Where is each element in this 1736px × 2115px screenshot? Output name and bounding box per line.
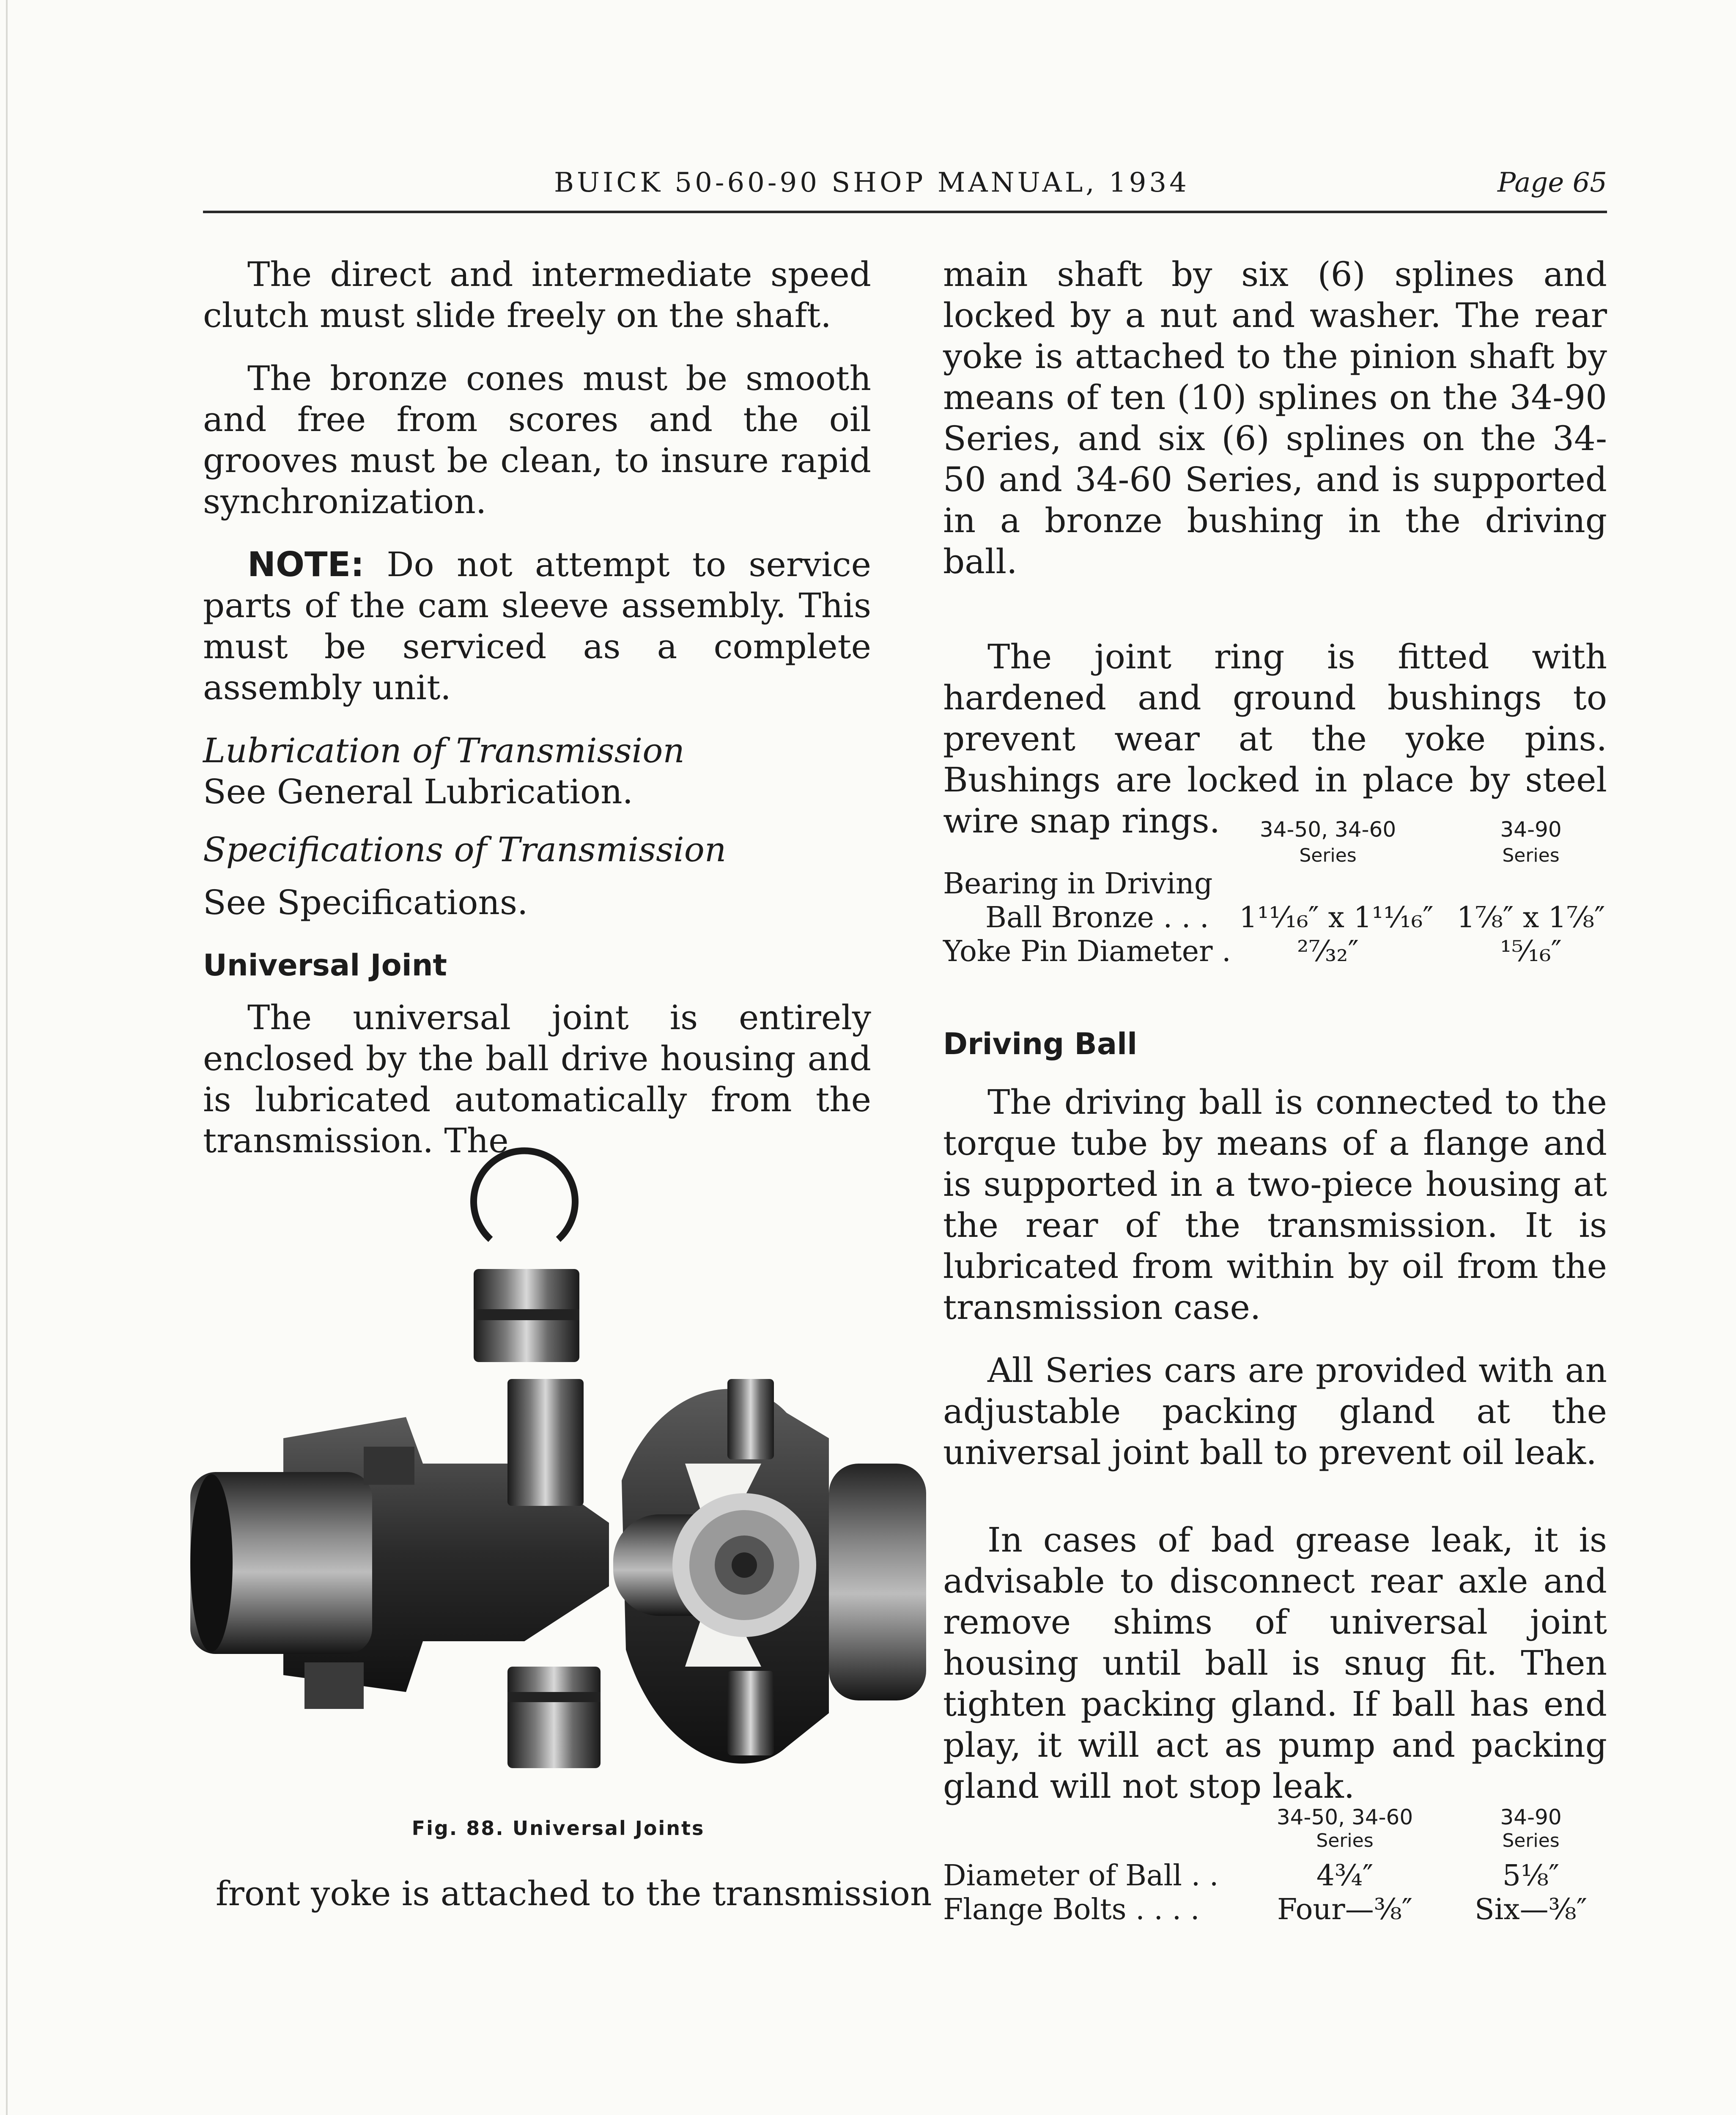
paragraph-packing-gland: All Series cars are provided with an adjustable packing gland at the universal joint ball to prevent oil leak. [943, 1351, 1607, 1472]
paragraph-clutch: The direct and intermediate speed clutch must slide freely on the shaft. [203, 255, 871, 335]
page-number: Page 65 [1497, 167, 1607, 198]
table1-col2-header: 34-90 Series [1500, 817, 1562, 866]
table2-col2-header: 34-90 Series [1500, 1805, 1562, 1851]
heading-universal-joint: Universal Joint [203, 948, 447, 983]
note-text: Do not attempt to service parts of the cam sleeve assembly. This must be serviced as a complete assembly unit. [203, 545, 871, 707]
table1-row-ball-bronze-label: Ball Bronze . . . [985, 901, 1209, 934]
page-edge [6, 0, 8, 2115]
note-label: NOTE: [247, 545, 365, 584]
heading-driving-ball: Driving Ball [943, 1027, 1138, 1061]
table2-flange-bolts-label: Flange Bolts . . . . [943, 1893, 1200, 1926]
left-column [203, 254, 871, 1161]
table2-flange-bolts-value-2: Six—⅜″ [1475, 1893, 1587, 1926]
note-paragraph [203, 544, 871, 708]
paragraph-main-shaft: main shaft by six (6) splines and locked by a nut and washer. The rear yoke is attached to the pinion shaft by means of ten (10) splines on the 34-90 Series, and six (6) splines on the 34-50 and 34-60 Series, and is supported in a bronze bushing in the driving ball. [943, 255, 1607, 581]
table1-yoke-pin-value-2: ¹⁵⁄₁₆″ [1500, 935, 1562, 968]
table2-diameter-label: Diameter of Ball . . [943, 1859, 1219, 1893]
table2-diameter-value-2: 5⅛″ [1502, 1859, 1560, 1893]
paragraph-grease-leak: In cases of bad grease leak, it is advisable to disconnect rear axle and remove shims of universal joint housing until ball is snug fit. Then tighten packing gland. If ball has end play, it will act as pump and packing gland will not stop leak. [943, 1520, 1607, 1806]
heading-specifications: Specifications of Transmission [203, 830, 727, 869]
table1-row-bearing-label: Bearing in Driving [943, 867, 1213, 901]
paragraph-joint-ring: The joint ring is fitted with hardened and ground bushings to prevent wear at the yoke pins. Bushings are locked in place by steel wire snap rings. [943, 637, 1607, 841]
see-lubrication: See General Lubrication. [203, 772, 634, 811]
table2-flange-bolts-value-1: Four—⅜″ [1277, 1893, 1412, 1926]
table2-col1-header: 34-50, 34-60 Series [1276, 1805, 1413, 1851]
paragraph-universal-joint: The universal joint is entirely enclosed by the ball drive housing and is lubricated automatically from the transmission. The [203, 998, 871, 1160]
running-title: BUICK 50-60-90 SHOP MANUAL, 1934 [554, 167, 1190, 198]
paragraph-cones: The bronze cones must be smooth and free from scores and the oil grooves must be clean, to insure rapid synchronization. [203, 359, 871, 521]
right-column-lower [943, 1024, 1607, 1807]
see-specifications: See Specifications. [203, 883, 528, 922]
table1-ball-bronze-value-1: 1¹¹⁄₁₆″ x 1¹¹⁄₁₆″ [1239, 901, 1434, 934]
spec-table-bearing [943, 816, 1615, 977]
table1-row-yoke-pin-label: Yoke Pin Diameter . [943, 935, 1231, 968]
figure-caption: Fig. 88. Universal Joints [411, 1817, 705, 1840]
table1-yoke-pin-value-1: ²⁷⁄₃₂″ [1297, 935, 1359, 968]
universal-joint-photo [186, 1142, 930, 1802]
spec-table-driving-ball [943, 1804, 1615, 1931]
table2-diameter-value-1: 4¾″ [1316, 1859, 1374, 1893]
table1-col1-header: 34-50, 34-60 Series [1259, 817, 1396, 866]
heading-lubrication: Lubrication of Transmission [203, 731, 685, 770]
table1-ball-bronze-value-2: 1⅞″ x 1⅞″ [1456, 901, 1605, 934]
page-header [203, 167, 1607, 209]
right-column [943, 254, 1607, 841]
paragraph-continuation: front yoke is attached to the transmission [216, 1874, 932, 1913]
paragraph-driving-ball: The driving ball is connected to the torque tube by means of a flange and is supported in a two-piece housing at the rear of the transmission. It is lubricated from within by oil from the transmission case. [943, 1082, 1607, 1327]
header-rule [203, 211, 1607, 213]
